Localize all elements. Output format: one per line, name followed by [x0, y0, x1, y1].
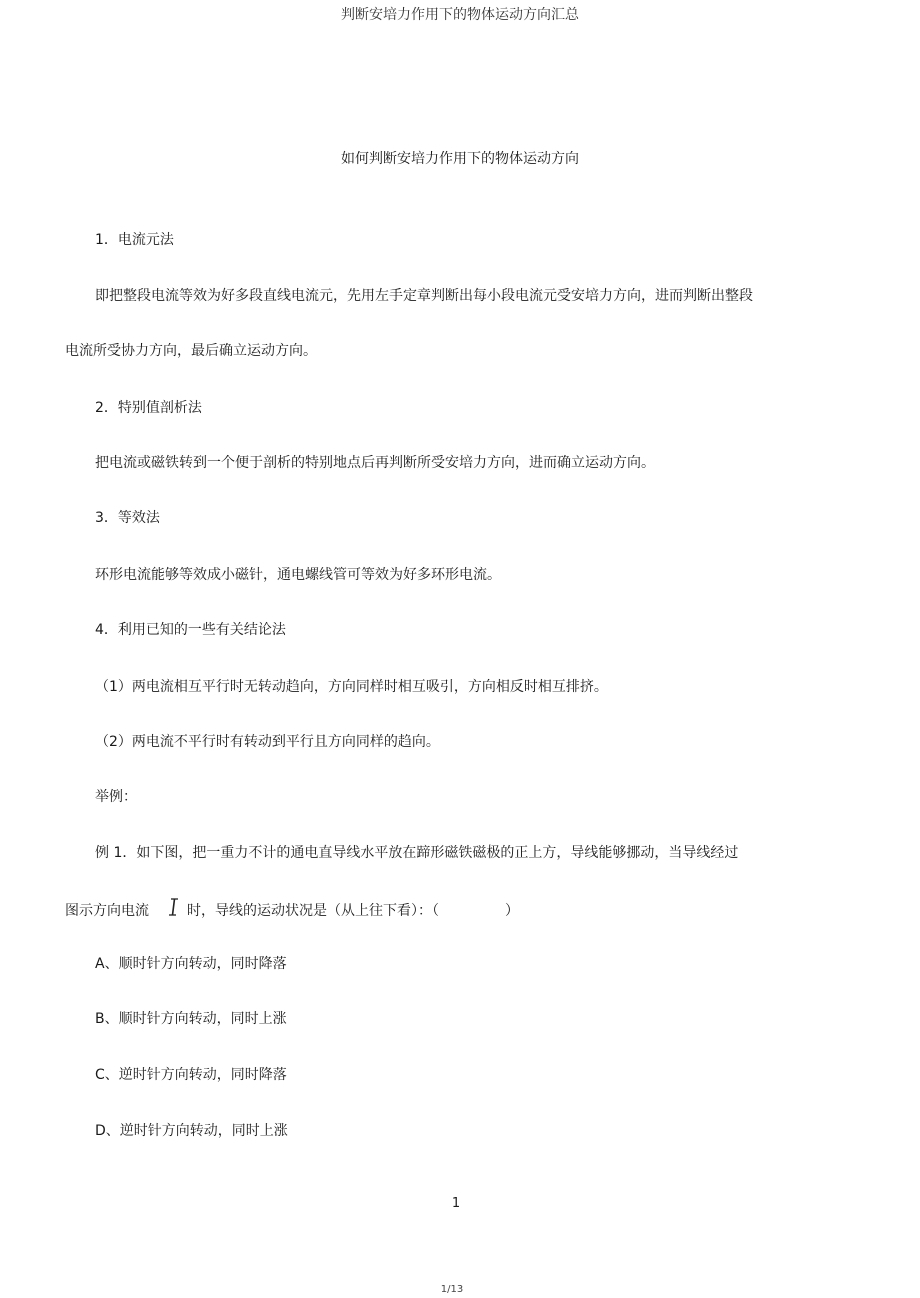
question-suffix: 时，导线的运动状况是（从上往下看）：（	[187, 903, 439, 919]
section-3-body: 环形电流能够等效成小磁针，通电螺线管可等效为好多环形电流。	[95, 567, 501, 583]
current-symbol-icon	[167, 896, 181, 922]
option-b: B、顺时针方向转动，同时上涨	[95, 1011, 287, 1027]
section-4-item-1: （1）两电流相互平行时无转动趋向，方向同样时相互吸引，方向相反时相互排挤。	[95, 679, 608, 695]
section-4-item-2: （2）两电流不平行时有转动到平行且方向同样的趋向。	[95, 734, 440, 750]
page-number: 1	[451, 1196, 461, 1211]
question-prefix: 图示方向电流	[65, 903, 149, 919]
example-question-line-2	[65, 896, 519, 922]
option-d: D、逆时针方向转动，同时上涨	[95, 1123, 288, 1139]
answer-close-paren: ）	[505, 903, 519, 919]
example-label: 举例：	[95, 789, 137, 805]
section-3-heading: 3．等效法	[95, 510, 160, 526]
section-1-heading: 1．电流元法	[95, 232, 174, 248]
page-title: 如何判断安培力作用下的物体运动方向	[341, 151, 579, 167]
section-1-body-line-2: 电流所受协力方向，最后确立运动方向。	[65, 343, 317, 359]
example-question-line-1: 例 1．如下图，把一重力不计的通电直导线水平放在蹄形磁铁磁极的正上方，导线能够挪动，当导线经过	[95, 845, 739, 861]
document-header: 判断安培力作用下的物体运动方向汇总	[341, 7, 579, 23]
section-2-heading: 2．特别值剖析法	[95, 400, 202, 416]
section-4-heading: 4．利用已知的一些有关结论法	[95, 622, 286, 638]
section-1-body-line-1: 即把整段电流等效为好多段直线电流元，先用左手定章判断出每小段电流元受安培力方向，进而判断出整段	[95, 288, 753, 304]
option-c: C、逆时针方向转动，同时降落	[95, 1067, 287, 1083]
option-a: A、顺时针方向转动，同时降落	[95, 956, 287, 972]
page-footer: 1/13	[440, 1284, 464, 1295]
section-2-body: 把电流或磁铁转到一个便于剖析的特别地点后再判断所受安培力方向，进而确立运动方向。	[95, 455, 655, 471]
